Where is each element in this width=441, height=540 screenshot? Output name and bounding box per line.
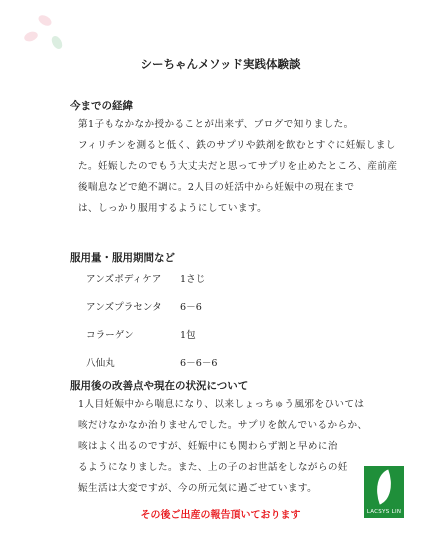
history-line: 第1子もなかなか授かることが出来ず、ブログで知りました。 [78, 119, 354, 130]
supplement-name: アンズボディケア [86, 274, 162, 285]
improvement-line: 咳はよく出るのですが、妊娠中にも関わらず割と早めに治 [78, 441, 338, 452]
birth-report-note: その後ご出産の報告頂いております [140, 510, 301, 521]
page-title: シーちゃんメソッド実践体験談 [140, 57, 301, 71]
supplement-name: コラーゲン [86, 330, 134, 341]
brand-logo-text: LACSYS LIN [366, 509, 402, 515]
dosage-item [86, 320, 336, 348]
history-line: た。妊娠したのでもう大丈夫だと思ってサプリを止めたところ、産前産 [78, 161, 398, 172]
supplement-amount: 6－6 [180, 302, 202, 313]
supplement-name: アンズプラセンタ [86, 302, 162, 313]
petal-icon [37, 13, 54, 28]
history-line: は、しっかり服用するようにしています。 [78, 203, 268, 214]
improvement-line: 1人目妊娠中から喘息になり、以来しょっちゅう風邪をひいては [78, 399, 365, 410]
dosage-item [86, 348, 336, 376]
supplement-amount: 1包 [180, 330, 196, 341]
improvement-heading: 服用後の改善点や現在の状況について [70, 380, 249, 392]
history-line: 後喘息などで絶不調に。2人目の妊活中から妊娠中の現在まで [78, 182, 355, 193]
dosage-heading: 服用量・服用期間など [70, 252, 175, 264]
leaf-icon [50, 34, 65, 51]
improvement-line: 娠生活は大変ですが、今の所元気に過ごせています。 [78, 483, 318, 494]
petal-icon [23, 30, 39, 43]
history-text [78, 114, 418, 219]
supplement-amount: 1さじ [180, 274, 206, 285]
dosage-list [86, 264, 336, 376]
history-line: フィリチンを測ると低く、鉄のサプリや鉄剤を飲むとすぐに妊娠しまし [78, 140, 396, 151]
improvement-line: 咳だけなかなか治りませんでした。サプリを飲んでいるからか、 [78, 420, 368, 431]
supplement-amount: 6－6－6 [180, 358, 218, 369]
dosage-item [86, 264, 336, 292]
supplement-name: 八仙丸 [86, 358, 115, 369]
leaf-icon [369, 469, 398, 504]
improvement-line: るようになりました。また、上の子のお世話をしながらの妊 [78, 462, 348, 473]
history-heading: 今までの経緯 [70, 100, 133, 112]
decorative-petals [20, 10, 80, 60]
dosage-item [86, 292, 336, 320]
